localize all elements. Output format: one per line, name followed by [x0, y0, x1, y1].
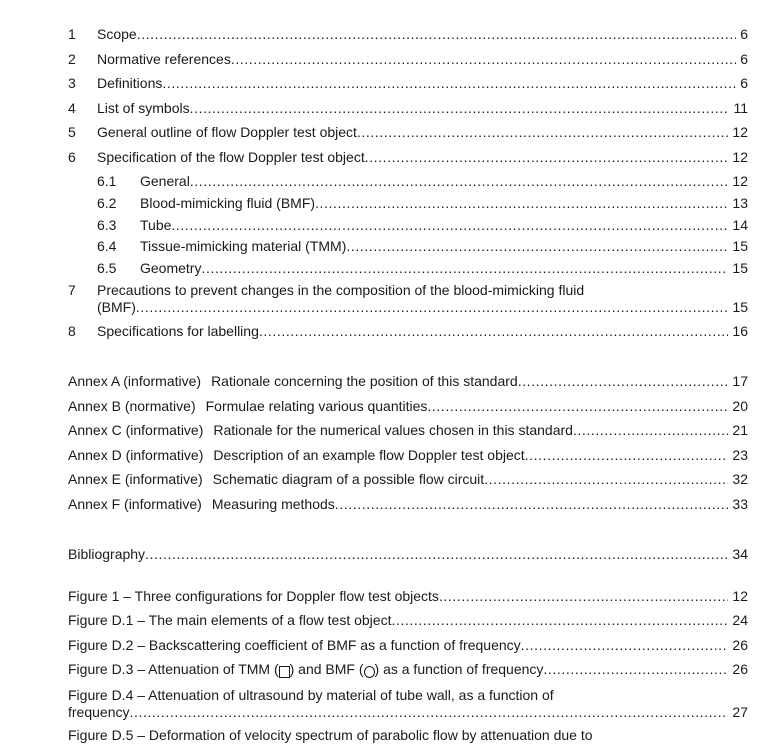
figure-title: Figure D.4 – Attenuation of ultrasound by material of tube wall, as a function of — [68, 687, 554, 703]
figure-title: Figure D.5 – Deformation of velocity spectrum of parabolic flow by attenuation due to — [68, 727, 593, 743]
figure-title-continuation: frequency — [68, 704, 130, 720]
toc-number: 4 — [68, 100, 76, 116]
annex-title: Formulae relating various quantities — [205, 398, 428, 414]
toc-number: 5 — [68, 124, 76, 140]
dot-leader — [518, 372, 729, 390]
dot-leader — [231, 50, 736, 68]
toc-page: 21 — [732, 422, 748, 438]
toc-page: 34 — [732, 546, 748, 562]
dot-leader — [365, 148, 729, 166]
toc-number: 8 — [68, 323, 76, 339]
toc-page: 12 — [732, 588, 748, 604]
dot-leader — [145, 545, 728, 563]
toc-number: 3 — [68, 75, 76, 91]
toc-page: 32 — [732, 471, 748, 487]
dot-leader — [543, 660, 728, 678]
toc-page: 26 — [732, 637, 748, 653]
toc-page: 13 — [732, 195, 748, 211]
square-symbol-icon — [279, 666, 290, 678]
toc-page: 27 — [732, 704, 748, 720]
figure-title: Figure D.2 – Backscattering coefficient of BMF as a function of frequency — [68, 637, 521, 653]
toc-page: 12 — [732, 149, 748, 165]
dot-leader — [129, 703, 728, 721]
toc-number: 6.2 — [97, 195, 117, 211]
toc-title: Scope — [97, 26, 137, 42]
toc-page: 14 — [732, 217, 748, 233]
toc-page: 17 — [732, 373, 748, 389]
dot-leader — [573, 421, 728, 439]
toc-page: 23 — [732, 447, 748, 463]
dot-leader — [315, 194, 728, 212]
toc-title: Specification of the flow Doppler test object — [97, 149, 365, 165]
bibliography-title: Bibliography — [68, 546, 146, 562]
dot-leader — [335, 495, 729, 513]
toc-title: Normative references — [97, 51, 231, 67]
annex-label: Annex F (informative) — [68, 496, 202, 512]
toc-number: 6.3 — [97, 217, 117, 233]
toc-title: General outline of flow Doppler test object — [97, 124, 357, 140]
toc-page: 11 — [733, 100, 748, 116]
toc-title: List of symbols — [97, 100, 190, 116]
toc-title: Geometry — [140, 260, 202, 276]
dot-leader — [521, 636, 729, 654]
toc-page: 6 — [740, 75, 748, 91]
toc-number: 1 — [68, 26, 76, 42]
annex-label: Annex E (informative) — [68, 471, 203, 487]
toc-page: 15 — [732, 260, 748, 276]
toc-title: Specifications for labelling — [97, 323, 259, 339]
annex-label: Annex D (informative) — [68, 447, 204, 463]
toc-number: 6.5 — [97, 260, 117, 276]
annex-title: Rationale for the numerical values chosen in this standard — [213, 422, 573, 438]
toc-title: Tissue-mimicking material (TMM) — [140, 238, 347, 254]
toc-page: 12 — [732, 124, 748, 140]
annex-title: Measuring methods — [211, 496, 335, 512]
toc-title: Tube — [140, 217, 172, 233]
toc-page: 6 — [740, 51, 748, 67]
dot-leader — [391, 611, 728, 629]
toc-title: Precautions to prevent changes in the composition of the blood-mimicking fluid — [97, 282, 585, 298]
annex-title: Rationale concerning the position of this standard — [211, 373, 518, 389]
circle-symbol-icon — [364, 666, 375, 678]
toc-page: 15 — [732, 299, 748, 315]
dot-leader — [484, 470, 728, 488]
toc-title: General — [140, 173, 190, 189]
toc-number: 6 — [68, 149, 76, 165]
annex-label: Annex B (normative) — [68, 398, 196, 414]
dot-leader — [190, 99, 730, 117]
figure-title-part: ) as a function of frequency — [374, 661, 544, 677]
toc-number: 7 — [68, 282, 76, 298]
toc-page: 12 — [732, 173, 748, 189]
toc-page: 15 — [732, 238, 748, 254]
dot-leader — [162, 74, 736, 92]
toc-title-continuation: (BMF) — [97, 299, 136, 315]
figure-title-part: ) and BMF ( — [289, 661, 364, 677]
dot-leader — [137, 25, 737, 43]
dot-leader — [346, 237, 728, 255]
dot-leader — [171, 216, 728, 234]
dot-leader — [136, 298, 729, 316]
dot-leader — [525, 446, 729, 464]
toc-page: 20 — [732, 398, 748, 414]
annex-label: Annex A (informative) — [68, 373, 202, 389]
dot-leader — [259, 322, 729, 340]
figure-title-part: Figure D.3 – Attenuation of TMM ( — [68, 661, 279, 677]
toc-page: 16 — [732, 323, 748, 339]
toc-page: 6 — [740, 26, 748, 42]
toc-page: 26 — [732, 661, 748, 677]
toc-number: 6.4 — [97, 238, 117, 254]
toc-number: 6.1 — [97, 173, 117, 189]
toc-title: Definitions — [97, 75, 163, 91]
dot-leader — [190, 172, 729, 190]
dot-leader — [357, 123, 728, 141]
annex-title: Description of an example flow Doppler test object — [213, 447, 525, 463]
toc-page: 24 — [732, 612, 748, 628]
dot-leader — [427, 397, 728, 415]
annex-title: Schematic diagram of a possible flow circuit — [212, 471, 485, 487]
annex-label: Annex C (informative) — [68, 422, 204, 438]
toc-title: Blood-mimicking fluid (BMF) — [140, 195, 316, 211]
dot-leader — [201, 259, 728, 277]
figure-title: Figure D.1 – The main elements of a flow test object — [68, 612, 392, 628]
figure-title: Figure 1 – Three configurations for Doppler flow test objects — [68, 588, 439, 604]
dot-leader — [439, 587, 728, 605]
toc-number: 2 — [68, 51, 76, 67]
toc-page: 33 — [732, 496, 748, 512]
